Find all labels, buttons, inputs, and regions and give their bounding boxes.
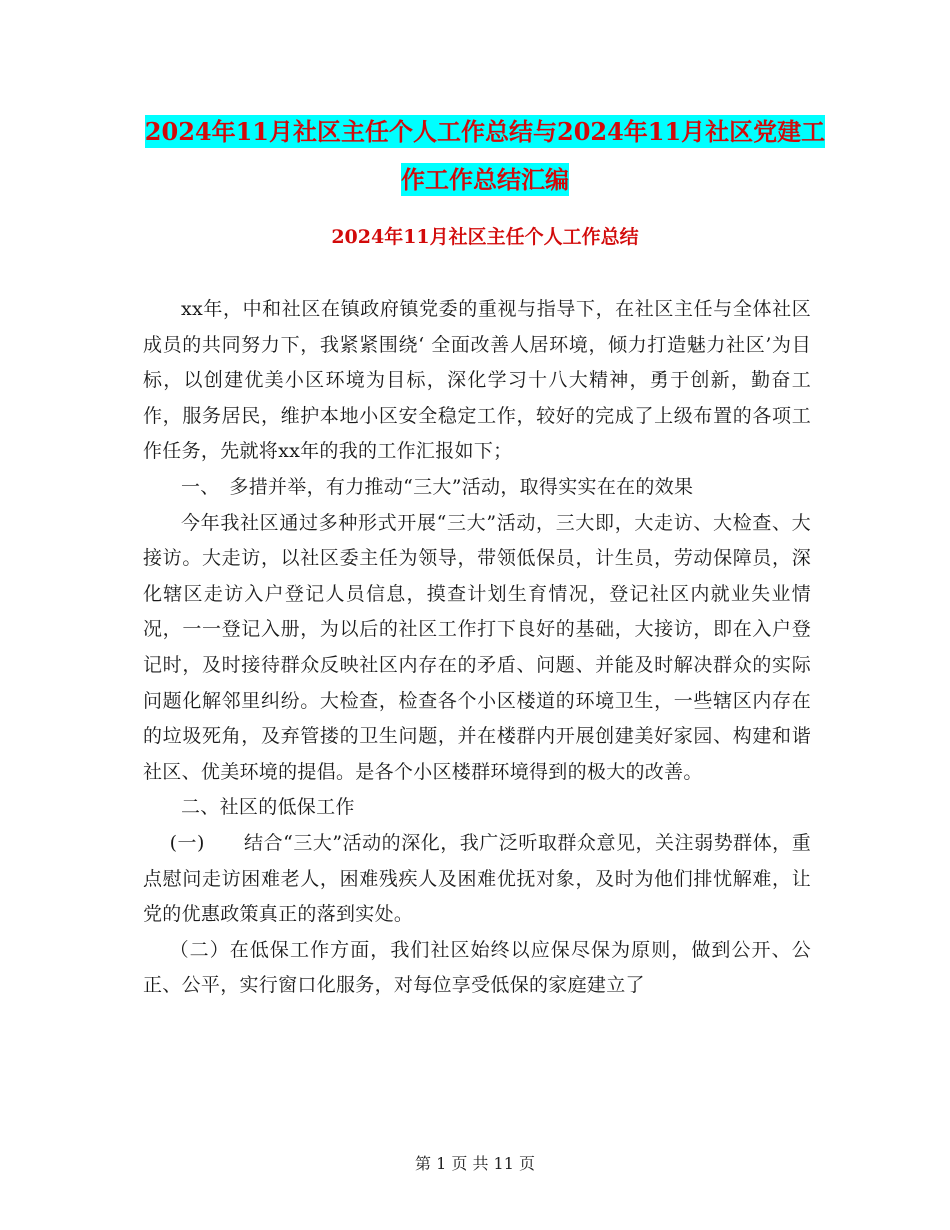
document-body <box>143 292 811 1004</box>
paragraph-three-activities: 今年我社区通过多种形式开展“三大”活动，三大即，大走访、大检查、大接访。大走访，以社区委主任为领导，带领低保员，计生员，劳动保障员，深化辖区走访入户登记人员信息，摸查计划生育情况，登记社区内就业失业情况，一一登记入册，为以后的社区工作打下良好的基础，大接访，即在入户登记时，及时接待群众反映社区内存在的矛盾、问题、并能及时解决群众的实际问题化解邻里纠纷。大检查，检查各个小区楼道的环境卫生，一些辖区内存在的垃圾死角，及弃管搂的卫生问题，并在楼群内开展创建美好家园、构建和谐社区、优美环境的提倡。是各个小区楼群环境得到的极大的改善。 <box>143 511 811 783</box>
paragraph-intro: xx年，中和社区在镇政府镇党委的重视与指导下，在社区主任与全体社区成员的共同努力下，我紧紧围绕‘ 全面改善人居环境，倾力打造魅力社区’为目标，以创建优美小区环境为目标，深化学习十八大精神，勇于创新，勤奋工作，服务居民，维护本地小区安全稳定工作，较好的完成了上级布置的各项工作任务，先就将xx年的我的工作汇报如下； <box>143 298 811 463</box>
section-title: 2024年11月社区主任个人工作总结 <box>331 226 639 248</box>
paragraph-heading-2: 二、社区的低保工作 <box>181 796 355 819</box>
paragraph-heading-1: 一、 多措并举，有力推动“三大”活动，取得实实在在的效果 <box>181 475 694 498</box>
paragraph-subsection-2: （二）在低保工作方面，我们社区始终以应保尽保为原则，做到公开、公正、公平，实行窗口化服务，对每位享受低保的家庭建立了 <box>143 938 811 997</box>
document-title-text: 2024年11月社区主任个人工作总结与2024年11月社区党建工作工作总结汇编 <box>144 117 826 194</box>
document-title <box>140 108 830 204</box>
paragraph-subsection-1: (一) 结合“三大”活动的深化，我广泛听取群众意见，关注弱势群体，重点慰问走访困难老人，困难残疾人及困难优抚对象，及时为他们排忧解难，让党的优惠政策真正的落到实处。 <box>143 831 811 926</box>
page-footer: 第 1 页 共 11 页 <box>415 1154 535 1173</box>
